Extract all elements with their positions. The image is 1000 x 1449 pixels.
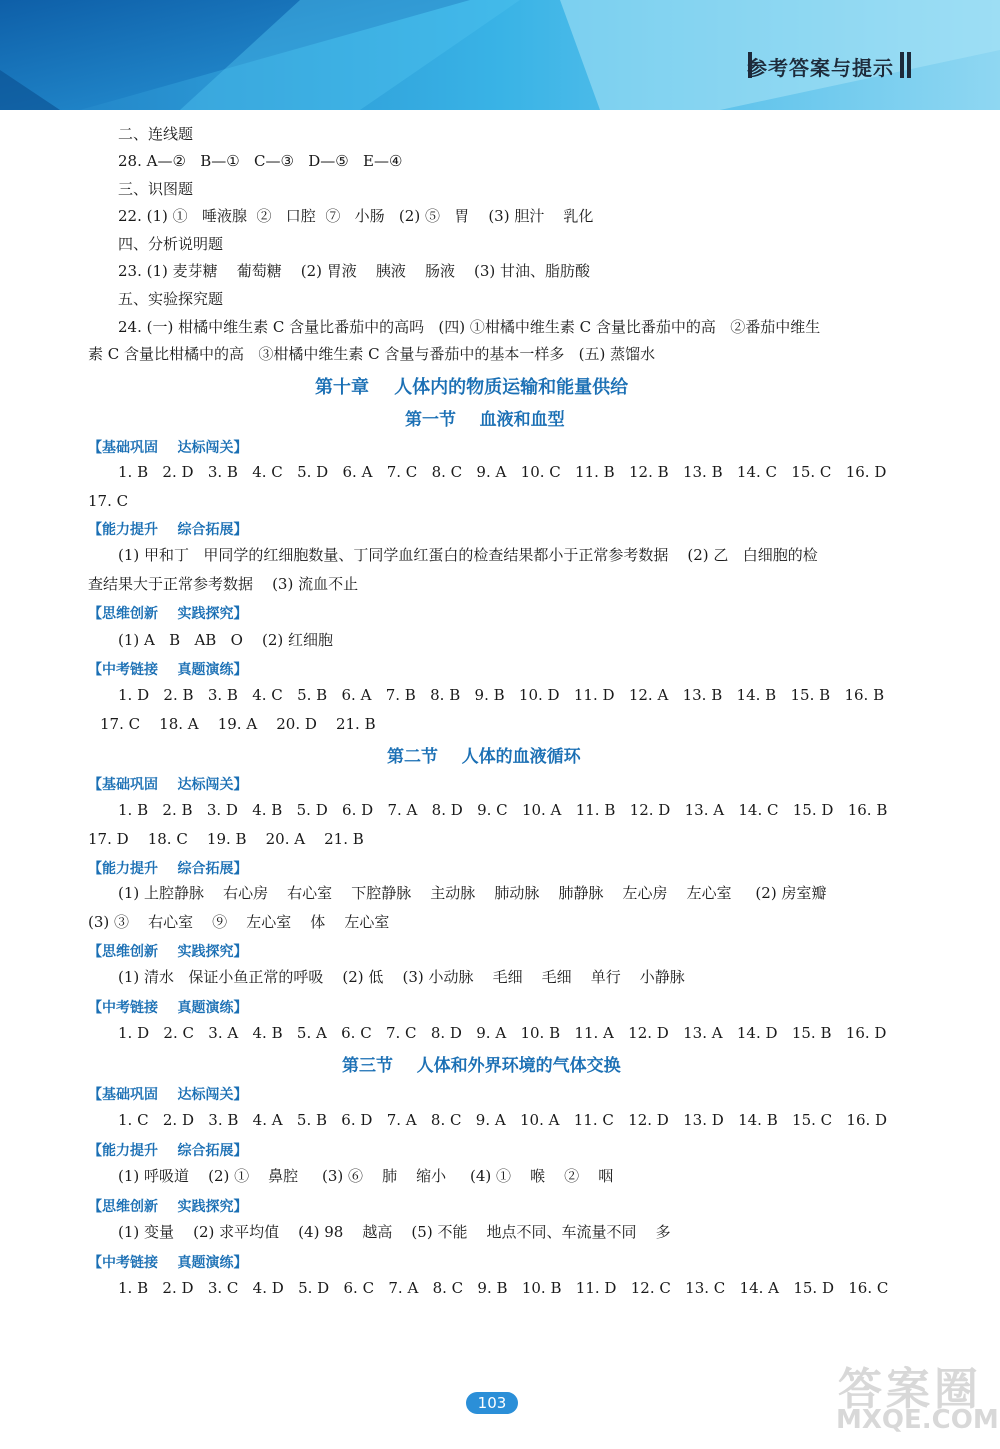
category-tag: 【能力提升 综合拓展】 [88,861,248,877]
title-bar-right-1 [900,52,904,78]
title-bar-right-2 [907,52,911,78]
category-tag: 【能力提升 综合拓展】 [88,522,248,538]
answer-line: 查结果大于正常参考数据 (3) 流血不止 [88,575,359,593]
answer-line: 17. C [88,492,129,510]
category-tag: 【中考链接 真题演练】 [88,1255,248,1271]
section-title: 第二节 人体的血液循环 [387,747,581,767]
answer-line: 1. B 2. D 3. C 4. D 5. D 6. C 7. A 8. C 9. B 10. B 11. D 12. C 13. C 14. A 15. D 16. C [118,1279,889,1297]
answer-line: (1) A B AB O (2) 红细胞 [118,631,334,649]
category-tag: 【基础巩固 达标闯关】 [88,1087,248,1103]
section-heading-matching: 二、连线题 [118,125,194,143]
section-heading-experiment: 五、实验探究题 [118,290,224,308]
category-tag: 【思维创新 实践探究】 [88,606,248,622]
category-tag: 【中考链接 真题演练】 [88,1000,248,1016]
answer-line: 1. D 2. B 3. B 4. C 5. B 6. A 7. B 8. B 9. B 10. D 11. D 12. A 13. B 14. B 15. B 16. B [118,686,885,704]
answer-line: 素 C 含量比柑橘中的高 ③柑橘中维生素 C 含量与番茄中的基本一样多 (五) 蒸馏水 [88,345,656,363]
category-tag: 【基础巩固 达标闯关】 [88,440,248,456]
chapter-title: 第十章 人体内的物质运输和能量供给 [315,377,629,398]
answer-line: 1. B 2. D 3. B 4. C 5. D 6. A 7. C 8. C 9. A 10. C 11. B 12. B 13. B 14. C 15. C 16. D [118,463,887,481]
section-heading-figure: 三、识图题 [118,180,194,198]
page-number: 103 [466,1392,518,1414]
answer-line: 17. D 18. C 19. B 20. A 21. B [88,830,364,848]
watermark-en: MXQE.COM [836,1405,999,1435]
category-tag: 【基础巩固 达标闯关】 [88,777,248,793]
watermark-cn: 答案圈 [838,1364,982,1415]
answer-line: (1) 甲和丁 甲同学的红细胞数量、丁同学血红蛋白的检查结果都小于正常参考数据 (2) 乙 白细胞的检 [118,546,818,564]
section-heading-analysis: 四、分析说明题 [118,235,224,253]
watermark-logo [800,1353,999,1441]
answer-line: 24. (一) 柑橘中维生素 C 含量比番茄中的高吗 (四) ①柑橘中维生素 C 含量比番茄中的高 ②番茄中维生 [118,318,821,336]
category-tag: 【能力提升 综合拓展】 [88,1143,248,1159]
section-title: 第一节 血液和血型 [405,410,565,430]
answer-line: (1) 清水 保证小鱼正常的呼吸 (2) 低 (3) 小动脉 毛细 毛细 单行 小静脉 [118,968,685,986]
answer-line: (3) ③ 右心室 ⑨ 左心室 体 左心室 [88,913,390,931]
header-title: 参考答案与提示 [747,56,894,80]
answer-line: (1) 呼吸道 (2) ① 鼻腔 (3) ⑥ 肺 缩小 (4) ① 喉 ② 咽 [118,1167,614,1185]
answer-line: 1. D 2. C 3. A 4. B 5. A 6. C 7. C 8. D 9. A 10. B 11. A 12. D 13. A 14. D 15. B 16. D [118,1024,887,1042]
section-title: 第三节 人体和外界环境的气体交换 [342,1056,621,1076]
answer-line: 1. C 2. D 3. B 4. A 5. B 6. D 7. A 8. C 9. A 10. A 11. C 12. D 13. D 14. B 15. C 16. D [118,1111,888,1129]
answer-line: 22. (1) ① 唾液腺 ② 口腔 ⑦ 小肠 (2) ⑤ 胃 (3) 胆汁 乳化 [118,207,594,225]
answer-line: 23. (1) 麦芽糖 葡萄糖 (2) 胃液 胰液 肠液 (3) 甘油、脂肪酸 [118,262,591,280]
category-tag: 【思维创新 实践探究】 [88,944,248,960]
answer-line: 17. C 18. A 19. A 20. D 21. B [100,715,376,733]
answer-line: (1) 上腔静脉 右心房 右心室 下腔静脉 主动脉 肺动脉 肺静脉 左心房 左心室 (2) 房室瓣 [118,884,827,902]
answer-line: 1. B 2. B 3. D 4. B 5. D 6. D 7. A 8. D 9. C 10. A 11. B 12. D 13. A 14. C 15. D 16. B [118,801,888,819]
answer-line: (1) 变量 (2) 求平均值 (4) 98 越高 (5) 不能 地点不同、车流量不同 多 [118,1223,671,1241]
category-tag: 【思维创新 实践探究】 [88,1199,248,1215]
answer-line: 28. A—② B—① C—③ D—⑤ E—④ [118,152,403,170]
category-tag: 【中考链接 真题演练】 [88,662,248,678]
